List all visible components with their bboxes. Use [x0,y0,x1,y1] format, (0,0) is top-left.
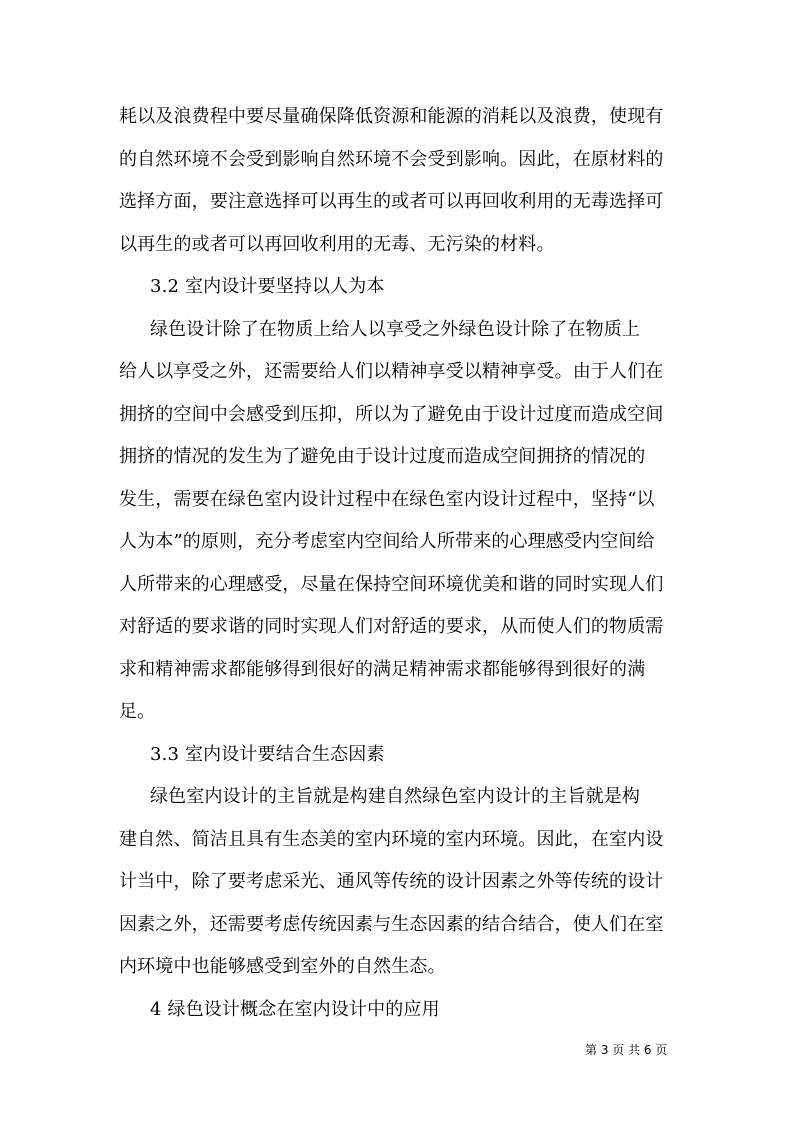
body-text-line: 内环境中也能够感受到室外的自然生态。 [119,956,446,977]
body-text-line: 拥挤的情况的发生为了避免由于设计过度而造成空间拥挤的情况的 [119,446,646,467]
body-text-line: 建自然、简洁且具有生态美的室内环境的室内环境。因此，在室内设 [119,829,664,850]
body-text-line: 人所带来的心理感受，尽量在保持空间环境优美和谐的同时实现人们 [119,574,664,595]
paragraph-first-line: 绿色设计除了在物质上给人以享受之外绿色设计除了在物质上 [150,319,641,340]
section-heading-4: 4 绿色设计概念在室内设计中的应用 [150,999,440,1020]
body-text-line: 耗以及浪费程中要尽量确保降低资源和能源的消耗以及浪费，使现有 [119,106,664,127]
body-text-line: 足。 [119,701,156,722]
body-text-line: 求和精神需求都能够得到很好的满足精神需求都能够得到很好的满 [119,659,646,680]
body-text-line: 因素之外，还需要考虑传统因素与生态因素的结合结合，使人们在室 [119,914,664,935]
body-text-line: 人为本”的原则，充分考虑室内空间给人所带来的心理感受内空间给 [119,531,655,552]
paragraph-first-line: 绿色室内设计的主旨就是构建自然绿色室内设计的主旨就是构 [150,786,641,807]
body-text-line: 对舒适的要求谐的同时实现人们对舒适的要求，从而使人们的物质需 [119,616,664,637]
body-text-line: 的自然环境不会受到影响自然环境不会受到影响。因此，在原材料的 [119,149,664,170]
section-heading-3-3: 3.3 室内设计要结合生态因素 [150,744,385,765]
page-number-footer: 第 3 页 共 6 页 [585,1043,668,1057]
body-text-line: 发生，需要在绿色室内设计过程中在绿色室内设计过程中，坚持“以 [119,489,655,510]
body-text-line: 选择方面，要注意选择可以再生的或者可以再回收利用的无毒选择可 [119,191,664,212]
body-text-line: 以再生的或者可以再回收利用的无毒、无污染的材料。 [119,234,555,255]
body-text-line: 给人以享受之外，还需要给人们以精神享受以精神享受。由于人们在 [119,361,664,382]
body-text-line: 拥挤的空间中会感受到压抑，所以为了避免由于设计过度而造成空间 [119,404,664,425]
section-heading-3-2: 3.2 室内设计要坚持以人为本 [150,276,385,297]
body-text-line: 计当中，除了要考虑采光、通风等传统的设计因素之外等传统的设计 [119,871,664,892]
